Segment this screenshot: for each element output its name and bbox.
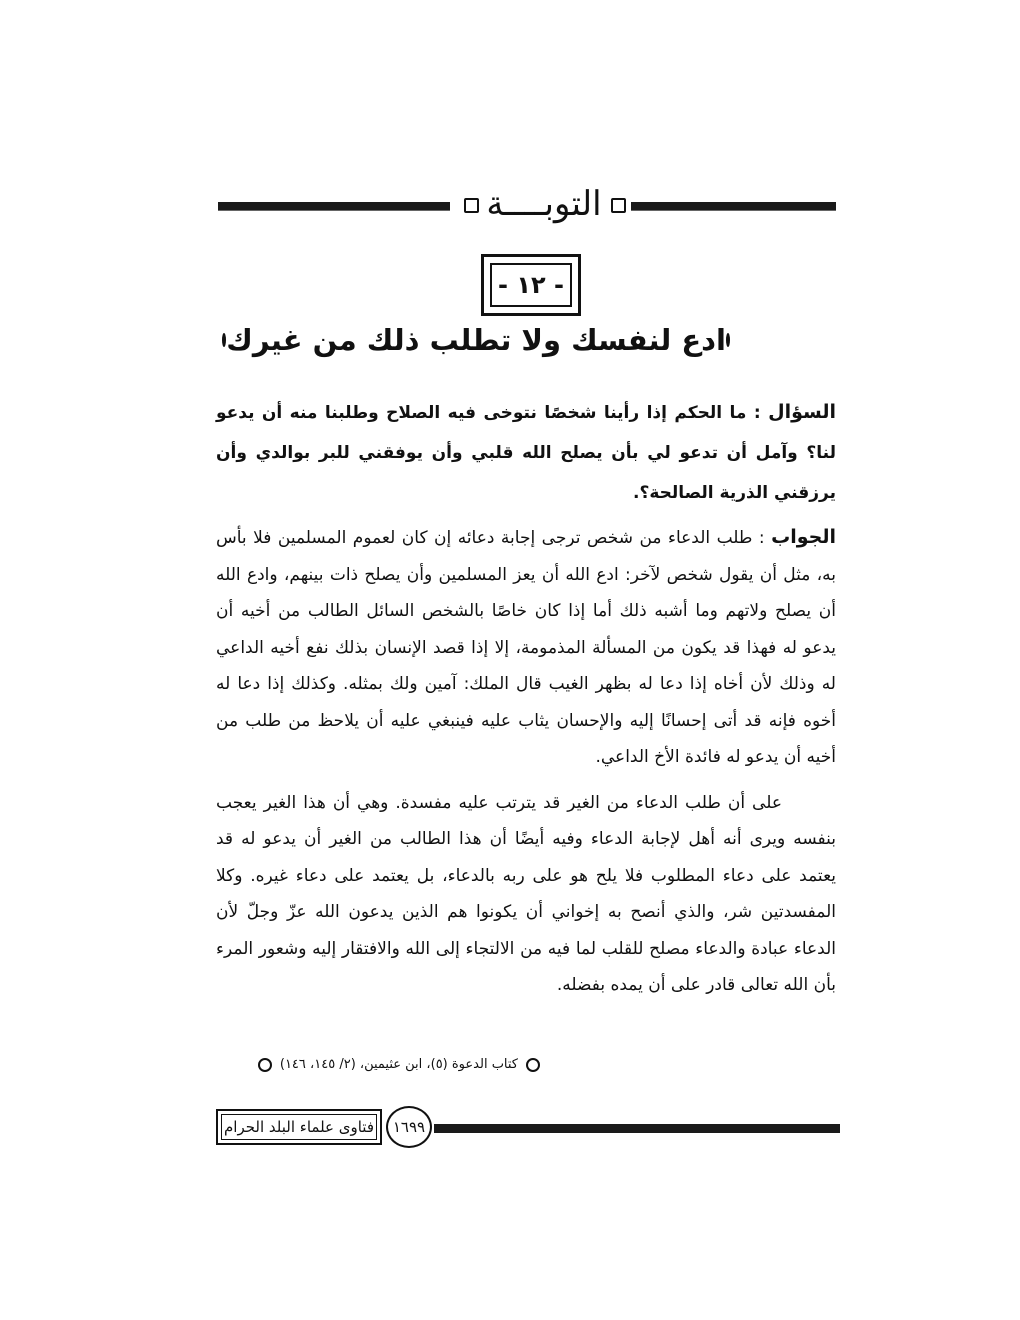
page-header xyxy=(218,180,836,228)
question-paragraph xyxy=(216,392,836,513)
header-rule-right xyxy=(631,202,836,210)
circle-bullet-icon xyxy=(258,1058,272,1072)
question-text: : ما الحكم إذا رأينا شخصًا نتوخى فيه الصلاح وطلبنا منه أن يدعو لنا؟ وآمل أن تدعو لي بأن يصلح الله قلبي وأن يوفقني للبر بوالدي وأن يرزقني الذرية الصالحة؟. xyxy=(216,403,836,503)
header-square-ornament xyxy=(464,198,479,213)
book-title: فتاوى علماء البلد الحرام xyxy=(221,1114,377,1140)
reference-text: كتاب الدعوة (٥)، ابن عثيمين، (٢/ ١٤٥، ١٤٦) xyxy=(279,1057,518,1072)
section-title: التوبــــة xyxy=(486,184,602,224)
page-footer xyxy=(216,1104,840,1154)
page-number: ١٦٩٩ xyxy=(386,1106,432,1148)
answer-paragraph xyxy=(216,519,836,776)
chapter-heading xyxy=(226,318,730,362)
fatwa-number: - ١٢ - xyxy=(490,263,572,307)
question-label: السؤال xyxy=(768,401,836,423)
circle-bullet-icon xyxy=(726,333,730,347)
book-title-box xyxy=(216,1109,382,1145)
answer-text: : طلب الدعاء من شخص ترجى إجابة دعائه إن كان لعموم المسلمين فلا بأس به، مثل أن يقول شخص لآخر: ادع الله أن يعز المسلمين وأن يصلح ذات بينهم، وادع الله أن يصلح ولاتهم وما أشبه ذلك أما إذا كان خاصًا بالشخص السائل الطالب من أخيه أن يدعو له فهذا قد يكون من المسألة المذمومة، إلا إذا قصد الإنسان بذلك نفع أخيه الداعي له وذلك لأن أخاه إذا دعا له بظهر الغيب قال الملك: آمين ولك بمثله. وكذلك إذا دعا له أخوه فإنه قد أتى إحسانًا إليه والإحسان يثاب عليه فينبغي عليه أن يلاحظ من طلب من أخيه أن يدعو له فائدة الأخ الداعي. xyxy=(216,528,836,767)
circle-bullet-icon xyxy=(526,1058,540,1072)
header-rule-left xyxy=(218,202,450,210)
answer-label: الجواب xyxy=(771,526,837,548)
source-reference xyxy=(210,1057,540,1072)
fatwa-number-box xyxy=(481,254,581,316)
footer-rule xyxy=(434,1124,840,1133)
header-square-ornament xyxy=(611,198,626,213)
chapter-title: ادع لنفسك ولا تطلب ذلك من غيرك xyxy=(226,323,726,357)
body-paragraph: على أن طلب الدعاء من الغير قد يترتب عليه مفسدة. وهي أن هذا الغير يعجب بنفسه ويرى أنه أهل لإجابة الدعاء وفيه أيضًا أن هذا الطالب من الغير أن يدعو له قد يعتمد على دعاء المطلوب فلا يلح هو على ربه بالدعاء، بل يعتمد على دعاء غيره. وكلا المفسدتين شر، والذي أنصح به إخواني أن يكونوا هم الذين يدعون الله عزّ وجلّ لأن الدعاء عبادة والدعاء مصلح للقلب لما فيه من الالتجاء إلى الله والافتقار إليه وشعور المرء بأن الله تعالى قادر على أن يمده بفضله. xyxy=(216,792,836,995)
fatwa-body xyxy=(216,392,836,1004)
